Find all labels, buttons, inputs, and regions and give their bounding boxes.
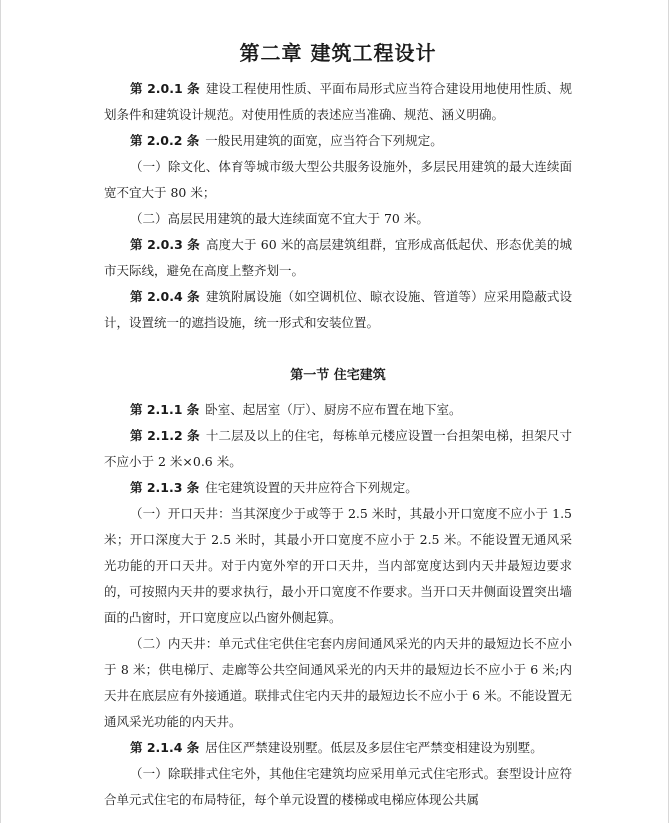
article-text: 十二层及以上的住宅，每栋单元楼应设置一台担架电梯，担架尺寸不应小于 2 米×0.6 米。 <box>104 428 572 469</box>
clause-text: （二）高层民用建筑的最大连续面宽不宜大于 70 米。 <box>130 211 429 226</box>
article-number: 第 2.1.4 条 <box>130 740 200 755</box>
article-paragraph <box>104 284 572 336</box>
article-text: 居住区严禁建设别墅。低层及多层住宅严禁变相建设为别墅。 <box>205 740 543 755</box>
article-paragraph <box>104 475 572 501</box>
article-number: 第 2.1.1 条 <box>130 402 200 417</box>
clause-paragraph <box>104 631 572 735</box>
article-text: 住宅建筑设置的天井应符合下列规定。 <box>205 480 418 495</box>
clause-paragraph <box>104 206 572 232</box>
article-text: 高度大于 60 米的高层建筑组群，宜形成高低起伏、形态优美的城市天际线，避免在高度上整齐划一。 <box>104 237 572 278</box>
article-paragraph <box>104 232 572 284</box>
article-text: 建筑附属设施（如空调机位、晾衣设施、管道等）应采用隐蔽式设计，设置统一的遮挡设施，统一形式和安装位置。 <box>104 289 572 330</box>
article-number: 第 2.1.2 条 <box>130 428 200 443</box>
chapter-title: 第二章 建筑工程设计 <box>239 41 437 65</box>
article-paragraph <box>104 397 572 423</box>
article-number: 第 2.0.4 条 <box>130 289 200 304</box>
clause-text: （一）开口天井：当其深度少于或等于 2.5 米时，其最小开口宽度不应小于 1.5 米；开口深度大于 2.5 米时，其最小开口宽度不应小于 2.5 米。不能设置无通风采光功能的开口天井。对于内宽外窄的开口天井，当内部宽度达到内天井最短边要求的，可按照内天井的要求执行，最小开口宽度不作要求。当开口天井侧面设置突出墙面的凸窗时，开口宽度应以凸窗外侧起算。 <box>104 506 572 625</box>
article-text: 一般民用建筑的面宽，应当符合下列规定。 <box>205 133 443 148</box>
article-paragraph <box>104 735 572 761</box>
article-text: 卧室、起居室（厅）、厨房不应布置在地下室。 <box>205 402 462 417</box>
clause-paragraph <box>104 501 572 631</box>
clause-paragraph <box>104 761 572 813</box>
article-paragraph <box>104 423 572 475</box>
clause-paragraph <box>104 154 572 206</box>
article-number: 第 2.0.3 条 <box>130 237 200 252</box>
article-number: 第 2.0.1 条 <box>130 81 200 96</box>
article-number: 第 2.0.2 条 <box>130 133 200 148</box>
clause-text: （二）内天井：单元式住宅供住宅套内房间通风采光的内天井的最短边长不应小于 8 米；供电梯厅、走廊等公共空间通风采光的内天井的最短边长不应小于 6 米;内天井在底层应有外接通道。联排式住宅内天井的最短边长不应小于 6 米。不能设置无通风采光功能的内天井。 <box>104 636 572 729</box>
article-number: 第 2.1.3 条 <box>130 480 200 495</box>
article-paragraph <box>104 128 572 154</box>
clause-text: （一）除联排式住宅外，其他住宅建筑均应采用单元式住宅形式。套型设计应符合单元式住宅的布局特征，每个单元设置的楼梯或电梯应体现公共属 <box>104 766 572 807</box>
clause-text: （一）除文化、体育等城市级大型公共服务设施外，多层民用建筑的最大连续面宽不宜大于 80 米； <box>104 159 572 200</box>
section-title: 第一节 住宅建筑 <box>290 368 386 383</box>
article-paragraph <box>104 76 572 128</box>
article-text: 建设工程使用性质、平面布局形式应当符合建设用地使用性质、规划条件和建筑设计规范。对使用性质的表述应当准确、规范、涵义明确。 <box>104 81 572 122</box>
